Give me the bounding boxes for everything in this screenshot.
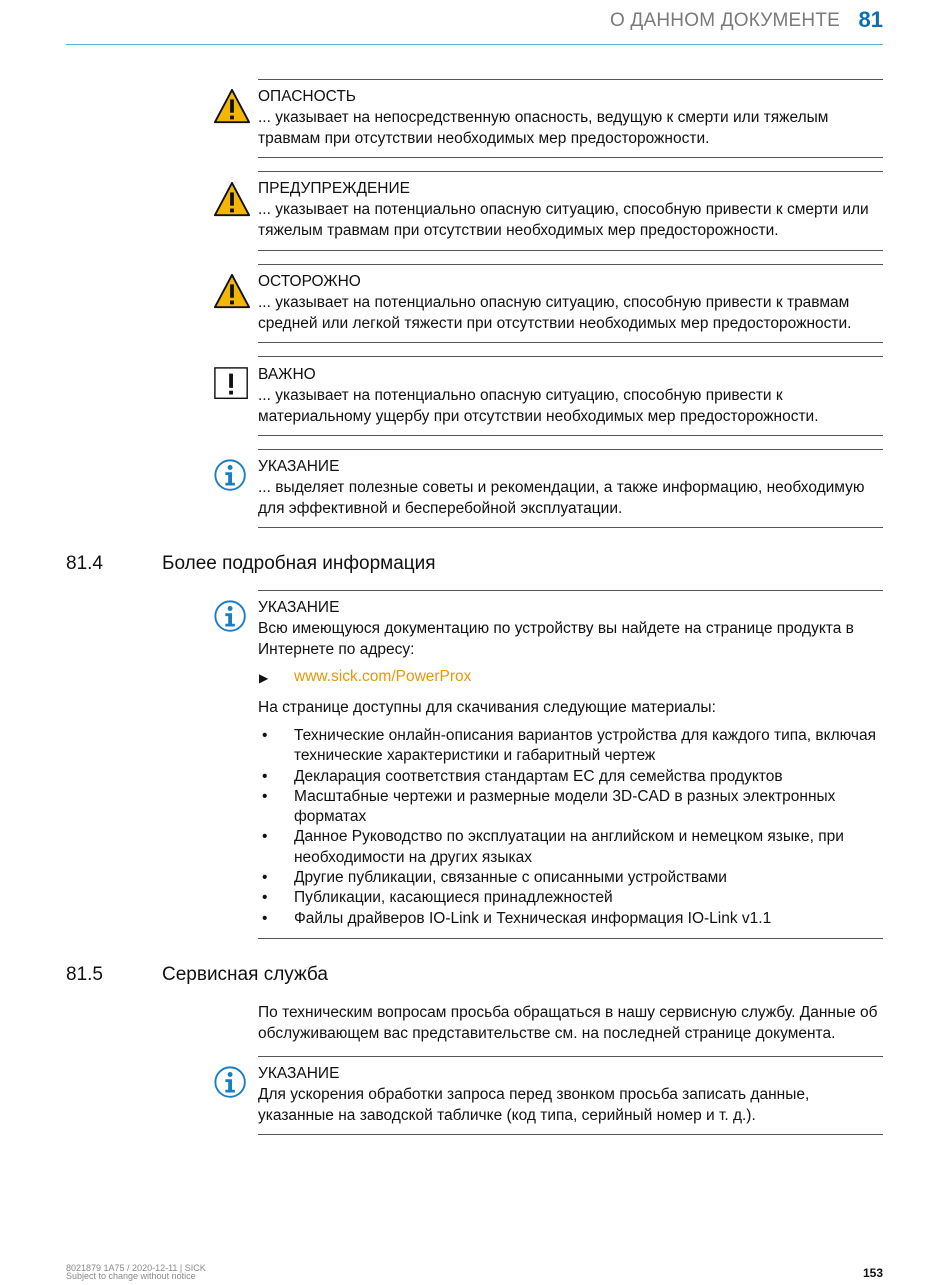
divider [258, 449, 883, 450]
notice-title: ВАЖНО [258, 366, 316, 383]
bullet-icon: • [262, 767, 268, 785]
section-number: 81.5 [66, 964, 103, 985]
list-item [258, 787, 888, 828]
notice-title: УКАЗАНИЕ [258, 1065, 340, 1082]
service-text: По техническим вопросам просьба обращаться в нашу сервисную службу. Данные об обслуживающем вас представительстве см. на последней странице документа. [258, 1004, 878, 1042]
warning-triangle-icon [213, 88, 251, 126]
notice-text: ... указывает на потенциально опасную ситуацию, способную привести к материальному ущербу при отсутствии необходимых мер предосторожности. [258, 387, 819, 425]
divider [258, 590, 883, 591]
list-item [258, 767, 888, 787]
list-item [258, 909, 888, 929]
divider [258, 1056, 883, 1057]
notice-text: ... выделяет полезные советы и рекомендации, а также информацию, необходимую для эффективной и бесперебойной эксплуатации. [258, 479, 865, 517]
divider [258, 250, 883, 251]
notice-title: УКАЗАНИЕ [258, 599, 340, 616]
list-item [258, 888, 888, 908]
notice-text: ... указывает на потенциально опасную ситуацию, способную привести к травмам средней или легкой тяжести при отсутствии необходимых мер предосторожности. [258, 294, 852, 332]
chapter-number: 81 [858, 7, 883, 32]
bullet-icon: • [262, 909, 268, 927]
bullet-icon: • [262, 828, 268, 846]
divider [258, 342, 883, 343]
bullet-icon: • [262, 869, 268, 887]
divider [258, 938, 883, 939]
notice-title: ОСТОРОЖНО [258, 273, 361, 290]
divider [258, 157, 883, 158]
list-item [258, 726, 888, 767]
list-item-text: Другие публикации, связанные с описанными устройствами [294, 869, 727, 887]
downloads-intro: На странице доступны для скачивания следующие материалы: [258, 699, 716, 716]
info-icon [213, 599, 251, 637]
divider [258, 171, 883, 172]
section-title: Сервисная служба [162, 964, 328, 985]
divider [258, 264, 883, 265]
list-item-text: Масштабные чертежи и размерные модели 3D-CAD в разных электронных форматах [294, 787, 836, 826]
bullet-icon: • [262, 889, 268, 907]
section-number: 81.4 [66, 553, 103, 574]
downloads-list [258, 726, 888, 929]
list-item [258, 827, 888, 868]
divider [258, 356, 883, 357]
running-header-title: О ДАННОМ ДОКУМЕНТЕ [609, 10, 840, 31]
warning-triangle-icon [213, 181, 251, 219]
warning-triangle-icon [213, 273, 251, 311]
divider [258, 527, 883, 528]
bullet-icon: • [262, 727, 268, 744]
list-item-text: Данное Руководство по эксплуатации на английском и немецком языке, при необходимости на других языках [294, 828, 844, 866]
footer-doc-info: 8021879 1A75 / 2020-12-11 | SICK [66, 1263, 206, 1273]
notice-title: УКАЗАНИЕ [258, 458, 340, 475]
notice-title: ПРЕДУПРЕЖДЕНИЕ [258, 180, 410, 197]
list-item-text: Публикации, касающиеся принадлежностей [294, 889, 613, 907]
list-item-text: Технические онлайн-описания вариантов устройства для каждого типа, включая технические характеристики и габаритный чертеж [294, 727, 877, 765]
bullet-icon: • [262, 787, 268, 805]
notice-text: Для ускорения обработки запроса перед звонком просьба записать данные, указанные на заводской табличке (код типа, серийный номер и т. д.). [258, 1086, 810, 1124]
product-page-link[interactable]: www.sick.com/PowerProx [294, 668, 472, 685]
page-number: 153 [862, 1266, 883, 1280]
important-exclamation-icon [213, 366, 251, 404]
notice-title: ОПАСНОСТЬ [258, 88, 356, 105]
divider [258, 1134, 883, 1135]
notice-text: ... указывает на потенциально опасную ситуацию, способную привести к смерти или тяжелым травмам при отсутствии необходимых мер предосторожности. [258, 201, 869, 239]
notice-text: Всю имеющуюся документацию по устройству вы найдете на странице продукта в Интернете по адресу: [258, 620, 854, 658]
info-icon [213, 1065, 251, 1103]
info-icon [213, 458, 251, 496]
list-item-text: Декларация соответствия стандартам ЕС для семейства продуктов [294, 767, 783, 785]
divider [258, 435, 883, 436]
section-title: Более подробная информация [162, 553, 436, 574]
link-arrow-icon: ▶ [259, 671, 269, 685]
list-item-text: Файлы драйверов IO-Link и Техническая информация IO-Link v1.1 [294, 909, 772, 927]
divider [258, 79, 883, 80]
header-rule [66, 44, 883, 45]
notice-text: ... указывает на непосредственную опасность, ведущую к смерти или тяжелым травмам при отсутствии необходимых мер предосторожности. [258, 109, 829, 147]
footer-disclaimer: Subject to change without notice [66, 1271, 196, 1281]
list-item [258, 868, 888, 888]
